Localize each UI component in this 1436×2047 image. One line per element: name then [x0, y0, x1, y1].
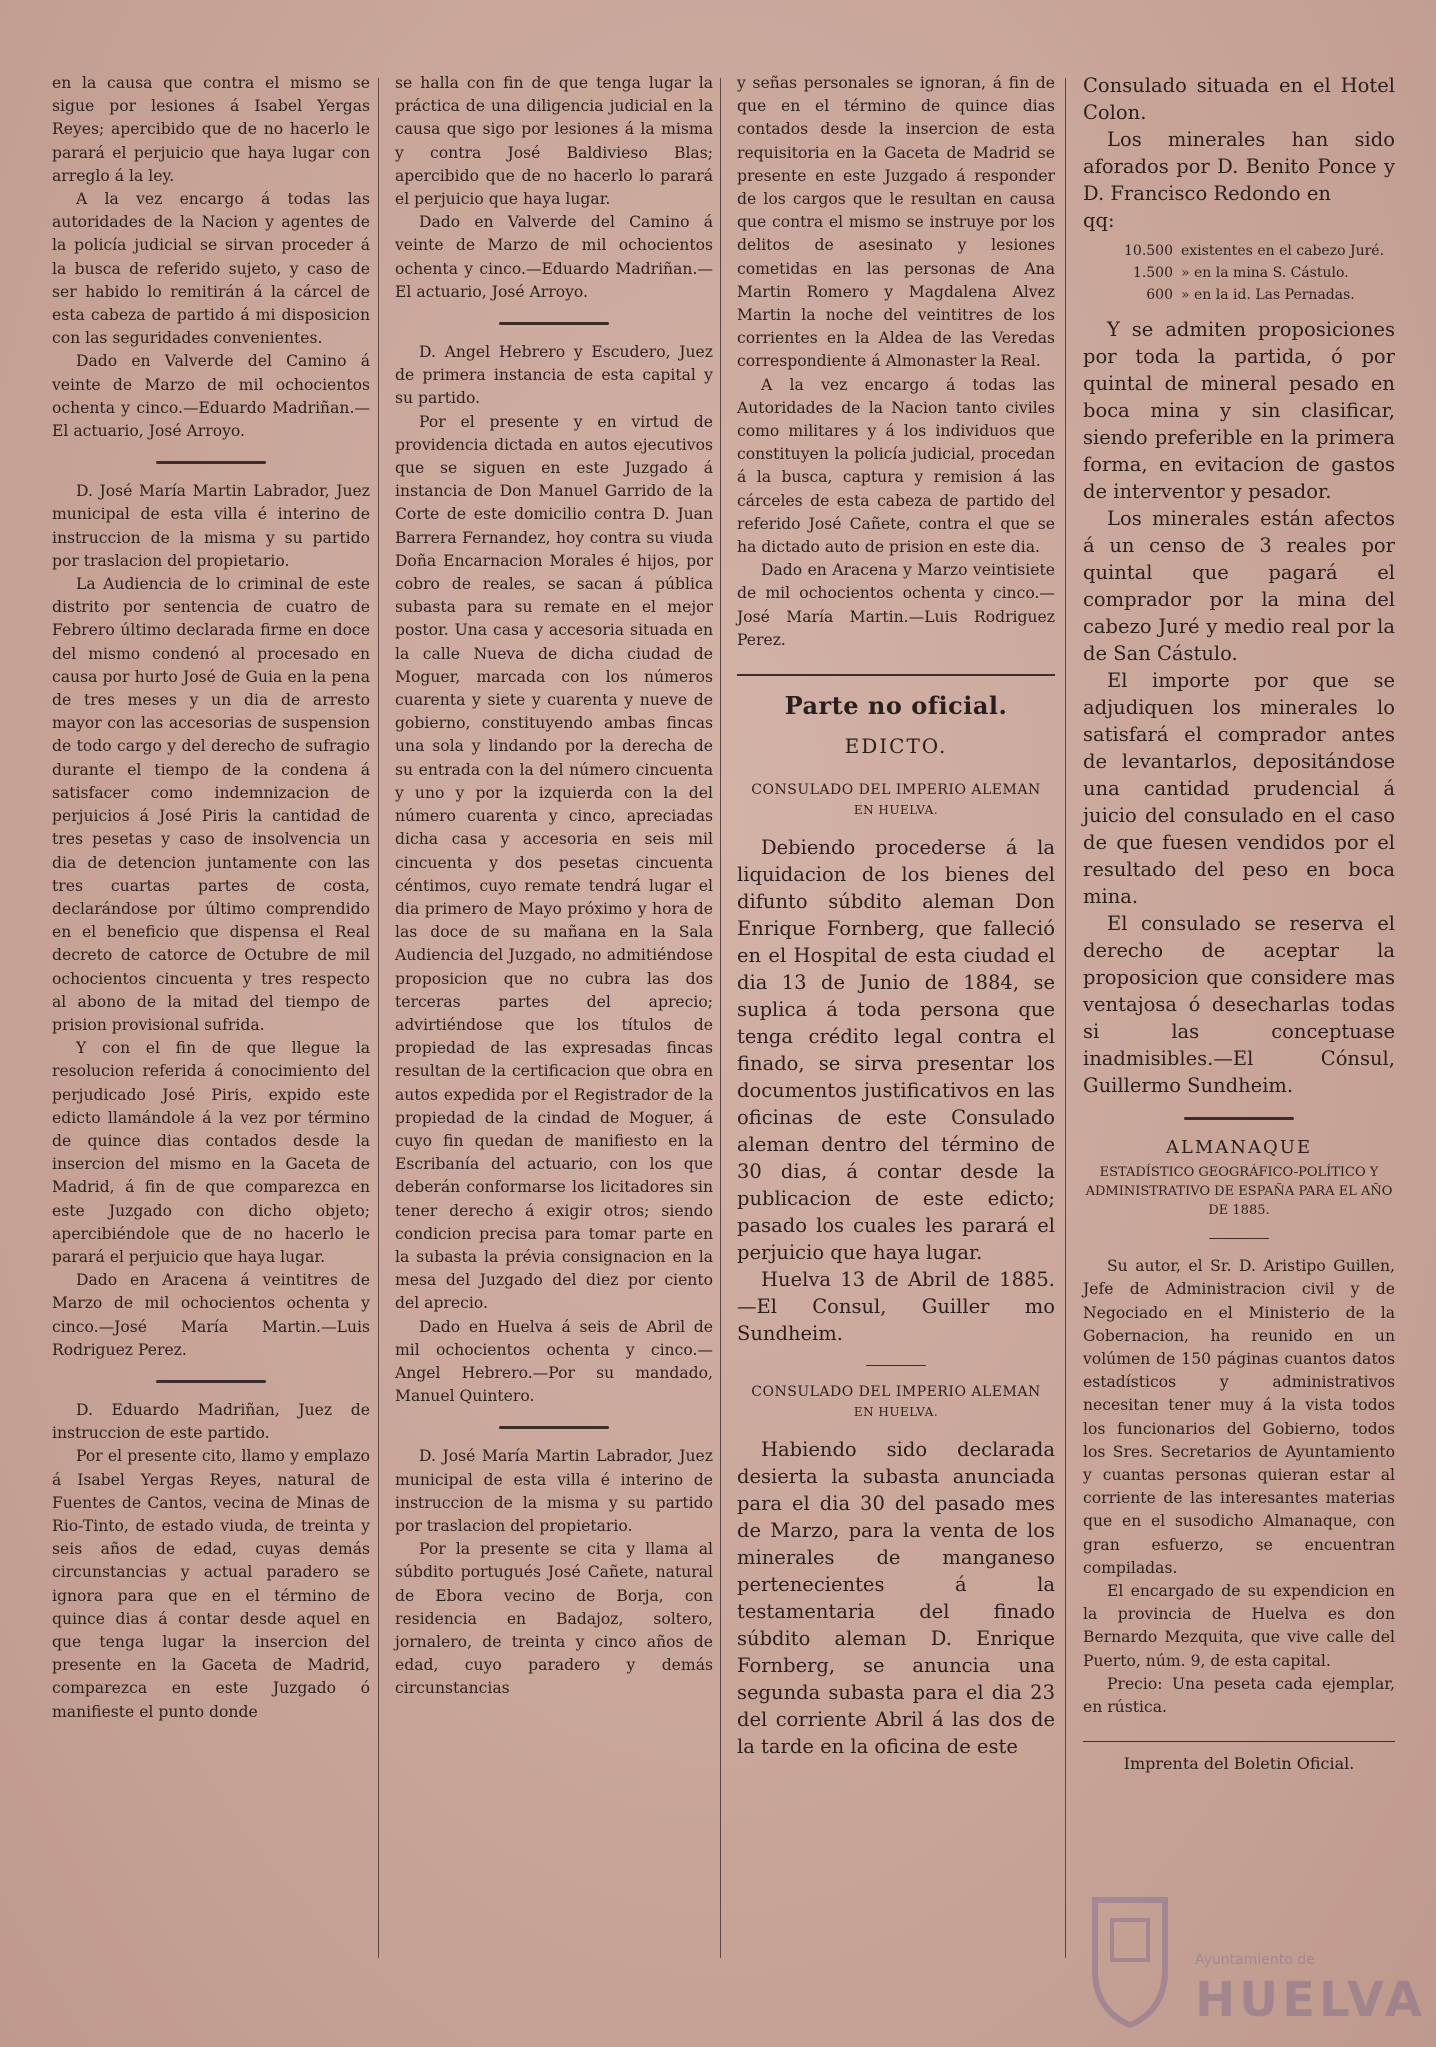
paragraph: Dado en Aracena á veintitres de Marzo de mil ochocientos ochenta y cinco.—José María Martin.—Luis Rodriguez Perez. — [52, 1271, 370, 1359]
paragraph: El encargado de su expendicion en la provincia de Huelva es don Bernardo Mezquita, que vive calle del Puerto, núm. 9, de esta capital. — [1083, 1582, 1395, 1670]
mineral-table — [1083, 240, 1395, 306]
column-rule — [720, 78, 721, 1958]
notice-heading: D. José María Martin Labrador, Juez municipal de esta villa é interino de instruccion de la misma y su partido por traslacion del propietario. — [52, 482, 370, 570]
separator — [499, 322, 609, 325]
paragraph: A la vez encargo á todas las autoridades de la Nacion y agentes de la policía judicial se sirvan proceder á la busca de referido sujeto, y caso de ser habido lo remitirán á la cárcel de esta cabeza de partido á mi disposicion con las seguridades convenientes. — [52, 190, 370, 348]
separator — [1209, 1238, 1269, 1239]
unit-label: qq: — [1083, 209, 1115, 232]
paragraph: Consulado situada en el Hotel Colon. — [1083, 74, 1395, 124]
edict-title: EDICTO. — [844, 734, 948, 759]
paragraph: Por el presente cito, llamo y emplazo á Isabel Yergas Reyes, natural de Fuentes de Cantos, vecina de Minas de Rio-Tinto, de estado viuda, de treinta y seis años de edad, cuyas demás circunstancias y actual paradero se ignora para que en el término de quince dias á contar desde aquel en que tenga lugar la insercion del presente en la Gaceta de Madrid, comparezca en este Juzgado ó manifieste el punto donde — [52, 1447, 370, 1721]
separator — [156, 1380, 266, 1383]
paragraph: Los minerales están afectos á un censo de 3 reales por quintal que pagará el comprador por la mina del cabezo Juré y medio real por la de San Cástulo. — [1083, 507, 1395, 665]
paragraph: Dado en Valverde del Camino á veinte de Marzo de mil ochocientos ochenta y cinco.—Eduardo Madriñan.—El actuario, José Arroyo. — [52, 352, 370, 441]
paragraph: A la vez encargo á todas las Autoridades de la Nacion tanto civiles como militares y á los individuos que constituyen la policía judicial, procedan á la busca, captura y remision á las cárceles de esta cabeza de partido del referido José Cañete, contra el que se ha dictado auto de prision en este dia. — [737, 375, 1055, 557]
almanac-title: ALMANAQUE — [1165, 1137, 1313, 1158]
paragraph: Dado en Huelva á seis de Abril de mil ochocientos ochenta y cinco.—Angel Hebrero.—Por su mandado, Manuel Quintero. — [395, 1317, 713, 1406]
consulate-name: CONSULADO DEL IMPERIO ALEMAN — [751, 782, 1041, 799]
paragraph: Dado en Aracena y Marzo veintisiete de mil ochocientos ochenta y cinco.—José María Martin.—Luis Rodriguez Perez. — [737, 561, 1055, 649]
column-3 — [737, 72, 1055, 1760]
coat-of-arms-icon — [1080, 1880, 1180, 2030]
table-row: 600 » en la id. Las Pernadas. — [1146, 287, 1355, 303]
consulate-heading — [737, 780, 1055, 820]
notice-heading: D. Angel Hebrero y Escudero, Juez de primera instancia de esta capital y su partido. — [395, 343, 713, 408]
separator — [499, 1426, 609, 1429]
consulate-city: EN HUELVA. — [853, 803, 939, 818]
paragraph: La Audiencia de lo criminal de este distrito por sentencia de cuatro de Febrero último declarada firme en doce del mismo condenó al procesado en causa por hurto José de Guia en la pena de tres meses y un dia de arresto mayor con las accesorias de suspension de todo cargo y del derecho de sufragio durante el tiempo de la condena á satisfacer como indemnizacion de perjuicios á José Piris la cantidad de tres pesetas y caso de insolvencia un dia de detencion juntamente con las tres cuartas partes de costa, declarándose por último comprendido en el beneficio que dispensa el Real decreto de catorce de Octubre de mil ochocientos cincuenta y tres respecto al abono de la mitad del tiempo de prision provisional sufrida. — [52, 575, 370, 1034]
paragraph: Huelva 13 de Abril de 1885.—El Consul, Guiller mo Sundheim. — [737, 1268, 1055, 1346]
paragraph: Y se admiten proposiciones por toda la partida, ó por quintal de mineral pesado en boca mina y sin clasificar, siendo preferible en la primera forma, en evitacion de gastos de interventor y pesador. — [1083, 318, 1395, 503]
paragraph: Los minerales han sido aforados por D. Benito Ponce y D. Francisco Redondo en — [1083, 128, 1395, 205]
paragraph: Su autor, el Sr. D. Aristipo Guillen, Jefe de Administracion civil y de Negociado en el Ministerio de la Gobernacion, ha reunido en un volúmen de 150 páginas cuantos datos estadísticos y administrativos necesitan tener muy á la vista todos los funcionarios del Gobierno, todos los Sres. Secretarios de Ayuntamiento y cuantas personas quieran estar al corriente de las interesantes materias que en el susodicho Almanaque, con gran esfuerzo, se encuentran compiladas. — [1083, 1257, 1395, 1577]
printer-credit: Imprenta del Boletin Oficial. — [1083, 1741, 1395, 1775]
consulate-city: EN HUELVA. — [853, 1405, 939, 1420]
watermark-subtext: Ayuntamiento de — [1195, 1952, 1315, 1968]
column-rule — [1065, 78, 1066, 1958]
column-1 — [52, 72, 370, 1724]
section-heading: Parte no oficial. — [737, 674, 1055, 717]
notice-heading: D. José María Martin Labrador, Juez municipal de esta villa é interino de instruccion de la misma y su partido por traslacion del propietario. — [395, 1447, 713, 1535]
paragraph: Precio: Una peseta cada ejemplar, en rústica. — [1083, 1674, 1395, 1717]
table-row: 1.500 » en la mina S. Cástulo. — [1132, 265, 1349, 281]
consulate-heading — [737, 1382, 1055, 1422]
paragraph: Habiendo sido declarada desierta la subasta anunciada para el dia 30 del pasado mes de Marzo, para la venta de los minerales de manganeso pertenecientes á la testamentaria del finado súbdito aleman D. Enrique Fornberg, se anuncia una segunda subasta para el dia 23 del corriente Abril á las dos de la tarde en la oficina de este — [737, 1438, 1055, 1759]
separator — [1184, 1117, 1294, 1120]
column-2 — [395, 72, 713, 1701]
paragraph: Debiendo procederse á la liquidacion de los bienes del difunto súbdito aleman Don Enrique Fornberg, que falleció en el Hospital de esta ciudad el dia 13 de Junio de 1884, se suplica á toda persona que tenga crédito legal contra el finado, se sirva presentar los documentos justificativos en las oficinas de este Consulado aleman dentro del término de 30 dias, á contar desde la publicacion de este edicto; pasado los cuales les parará el perjuicio que haya lugar. — [737, 836, 1055, 1265]
paragraph: Y con el fin de que llegue la resolucion referida á conocimiento del perjudicado José Piris, expido este edicto llamándole á la vez por término de quince dias contados desde la insercion del mismo en la Gaceta de Madrid, á fin de que comparezca en este Juzgado con dicho objeto; apercibiéndole que de no hacerlo le parará el perjuicio que haya lugar. — [52, 1039, 370, 1266]
paragraph: El consulado se reserva el derecho de aceptar la proposicion que considere mas ventajosa ó desecharlas todas si las conceptuase inadmisibles.—El Cónsul, Guillermo Sundheim. — [1083, 912, 1395, 1097]
separator — [156, 461, 266, 464]
paragraph: y señas personales se ignoran, á fin de que en el término de quince dias contados desde la insercion de esta requisitoria en la Gaceta de Madrid se presente en este Juzgado á responder de los cargos que le resultan en causa que contra el mismo se instruye por los delitos de asesinato y lesiones cometidas en las personas de Ana Martin Romero y Magdalena Alvez Martin la noche del veintitres de los corrientes en la Aldea de las Veredas correspondiente á Almonaster la Real. — [737, 74, 1055, 371]
consulate-name: CONSULADO DEL IMPERIO ALEMAN — [751, 1384, 1041, 1401]
paragraph: se halla con fin de que tenga lugar la práctica de una diligencia judicial en la causa que sigo por lesiones á la misma y contra José Baldivieso Blas; apercibido que de no hacerlo lo parará el perjuicio que haya lugar. — [395, 74, 713, 209]
watermark-stamp — [1080, 1880, 1426, 2030]
paragraph: en la causa que contra el mismo se sigue por lesiones á Isabel Yergas Reyes; apercibido que de no hacerlo le parará el perjuicio que haya lugar con arreglo á la ley. — [52, 74, 370, 185]
almanac-subtitle: ESTADÍSTICO GEOGRÁFICO-POLÍTICO Y ADMINISTRATIVO DE ESPAÑA PARA EL AÑO DE 1885. — [1085, 1165, 1393, 1219]
paragraph: Dado en Valverde del Camino á veinte de Marzo de mil ochocientos ochenta y cinco.—Eduardo Madriñan.—El actuario, José Arroyo. — [395, 213, 713, 301]
paragraph: Por el presente y en virtud de providencia dictada en autos ejecutivos que se siguen en este Juzgado á instancia de Don Manuel Garrido de la Corte de este domicilio contra D. Juan Barrera Fernandez, hoy contra su viuda Doña Encarnacion Morales é hijos, por cobro de reales, se sacan á pública subasta para su remate en el mejor postor. Una casa y accesoria situada en la calle Nueva de dicha ciudad de Moguer, marcada con los números cuarenta y siete y cuarenta y nueve de gobierno, constituyendo ambas fincas una sola y lindando por la derecha de su entrada con la del número cincuenta y uno y por la izquierda con la del número cuarenta y cinco, apreciadas dicha casa y accesoria en seis mil cincuenta y dos pesetas cincuenta céntimos, cuyo remate tendrá lugar el dia primero de Mayo próximo y hora de las doce de su mañana en la Sala Audiencia del Juzgado, no admitiéndose proposicion que no cubra las dos terceras partes del aprecio; advirtiéndose que los títulos de propiedad de las expresadas fincas resultan de la certificacion que obra en autos expedida por el Registrador de la propiedad de la cindad de Moguer, á cuyo fin quedan de manifiesto en la Escribanía del actuario, con los que deberán conformarse los licitadores sin tener derecho á exigir otros; siendo condicion precisa para tomar parte en la subasta la prévia consignacion en la mesa del Juzgado del diez por ciento del aprecio. — [395, 412, 713, 1313]
paragraph: Por la presente se cita y llama al súbdito portugués José Cañete, natural de Ebora vecino de Borja, con residencia en Badajoz, soltero, jornalero, de treinta y cinco años de edad, cuyo paradero y demás circunstancias — [395, 1540, 713, 1698]
column-4 — [1083, 72, 1395, 1775]
notice-heading: D. Eduardo Madriñan, Juez de instruccion de este partido. — [52, 1400, 370, 1443]
watermark-text: HUELVA — [1195, 1972, 1426, 2028]
separator — [866, 1365, 926, 1366]
table-row: 10.500 existentes en el cabezo Juré. — [1124, 243, 1385, 259]
paragraph: El importe por que se adjudiquen los minerales lo satisfará el comprador antes de levantarlos, depositándose una cantidad prudencial á juicio del consulado en el caso de que fuesen vendidos por el resultado del peso en boca mina. — [1083, 669, 1395, 908]
column-rule — [378, 78, 379, 1958]
